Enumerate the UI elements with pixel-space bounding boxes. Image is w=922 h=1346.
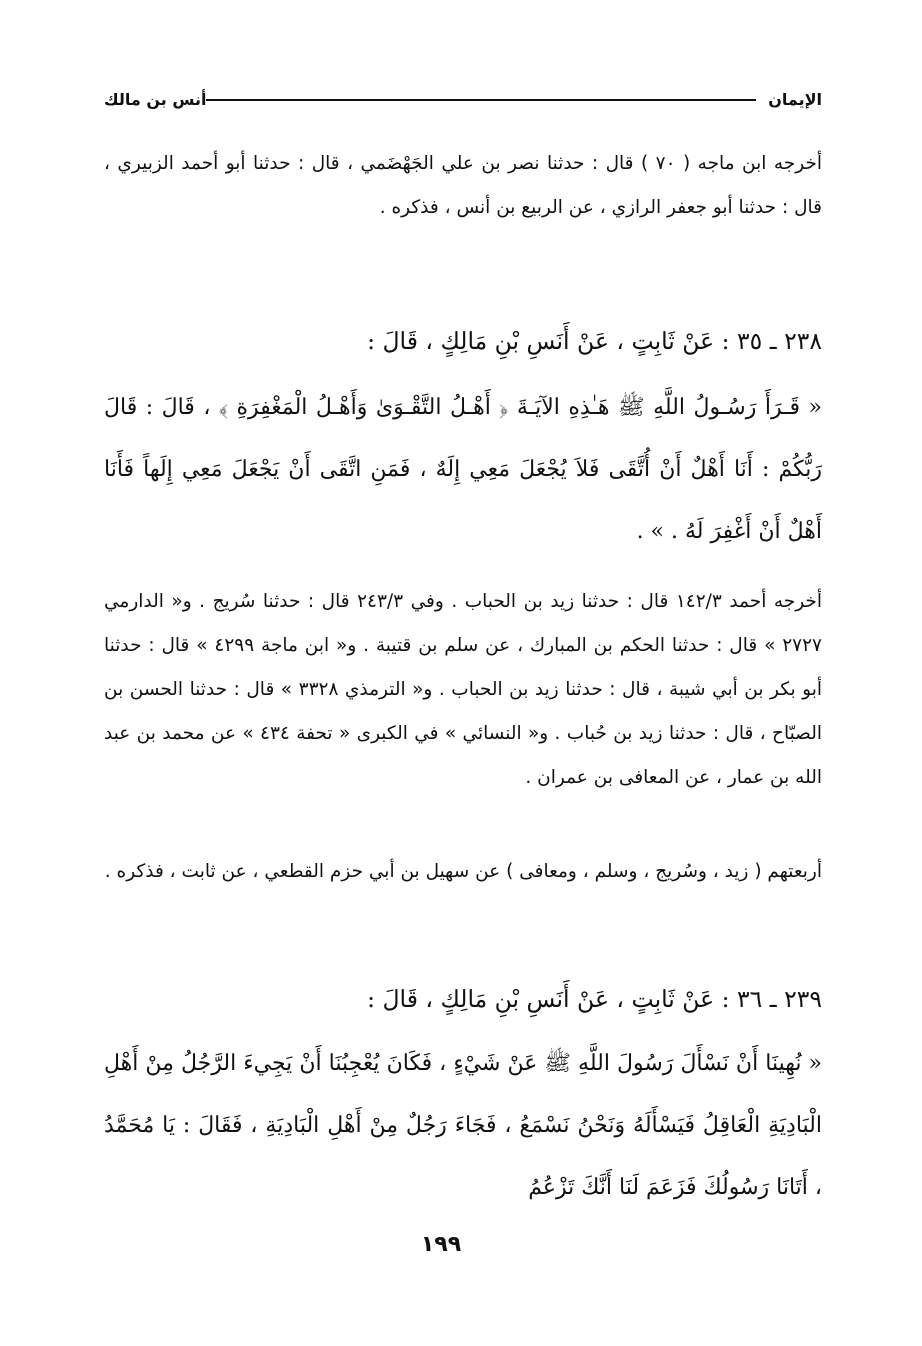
hadith-text: « نُهِينَا أَنْ نَسْأَلَ رَسُولَ اللَّهِ ﷺ عَنْ شَيْءٍ ، فَكَانَ يُعْجِبُنَا أَنْ يَجِيءَ الرَّجُلُ مِنْ أَهْلِ الْبَادِيَةِ الْعَاقِلُ فَيَسْأَلَهُ وَنَحْنُ نَسْمَعُ ، فَجَاءَ رَجُلٌ مِنْ أَهْلِ الْبَادِيَةِ ، فَقَالَ : يَا مُحَمَّدُ ، أَتَانَا رَسُولُكَ فَزَعَمَ لَنَا أَنَّكَ تَزْعُمُ: [104, 1051, 822, 1200]
hadith-heading: ٢٣٨ ـ ٣٥ : عَنْ ثَابِتٍ ، عَنْ أَنَسِ بْنِ مَالِكٍ ، قَالَ :: [367, 327, 822, 355]
header-rule: [206, 99, 756, 101]
header-chapter-title: الإيمان: [768, 90, 822, 109]
running-header: [104, 84, 822, 116]
page-number: ١٩٩: [420, 1232, 462, 1257]
hadith-heading: ٢٣٩ ـ ٣٦ : عَنْ ثَابِتٍ ، عَنْ أَنَسِ بْنِ مَالِكٍ ، قَالَ :: [367, 985, 822, 1013]
hadith-text: « قَـرَأَ رَسُـولُ اللَّهِ ﷺ هَـٰذِهِ الآيَـةَ ﴿ أَهْـلُ التَّقْـوَىٰ وَأَهْـلُ الْمَغْفِرَةِ ﴾ ، قَالَ : قَالَ رَبُّكُمْ : أَنَا أَهْلٌ أَنْ أُتَّقَى فَلاَ يُجْعَلَ مَعِي إِلَهٌ ، فَمَنِ اتَّقَى أَنْ يَجْعَلَ مَعِي إِلَهاً فَأَنَا أَهْلٌ أَنْ أَغْفِرَ لَهُ . » .: [104, 395, 822, 544]
takhrij-paragraph: أخرجه ابن ماجه ( ٧٠ ) قال : حدثنا نصر بن علي الجَهْضَمي ، قال : حدثنا أبو أحمد الزبيري ، قال : حدثنا أبو جعفر الرازي ، عن الربيع بن أنس ، فذكره .: [104, 153, 823, 218]
takhrij-paragraph: أخرجه أحمد ١٤٢/٣ قال : حدثنا زيد بن الحباب . وفي ٢٤٣/٣ قال : حدثنا سُريج . و« الدارمي ٢٧٢٧ » قال : حدثنا الحكم بن المبارك ، عن سلم بن قتيبة . و« ابن ماجة ٤٢٩٩ » قال : حدثنا أبو بكر بن أبي شيبة ، قال : حدثنا زيد بن الحباب . و« الترمذي ٣٣٢٨ » قال : حدثنا الحسن بن الصبّاح ، قال : حدثنا زيد بن حُباب . و« النسائي » في الكبرى « تحفة ٤٣٤ » عن محمد بن عبد الله بن عمار ، عن المعافى بن عمران .: [104, 591, 822, 788]
header-narrator-name: أنس بن مالك: [104, 90, 207, 109]
takhrij-paragraph: أربعتهم ( زيد ، وسُريج ، وسلم ، ومعافى ) عن سهيل بن أبي حزم القطعي ، عن ثابت ، فذكره .: [104, 861, 822, 882]
